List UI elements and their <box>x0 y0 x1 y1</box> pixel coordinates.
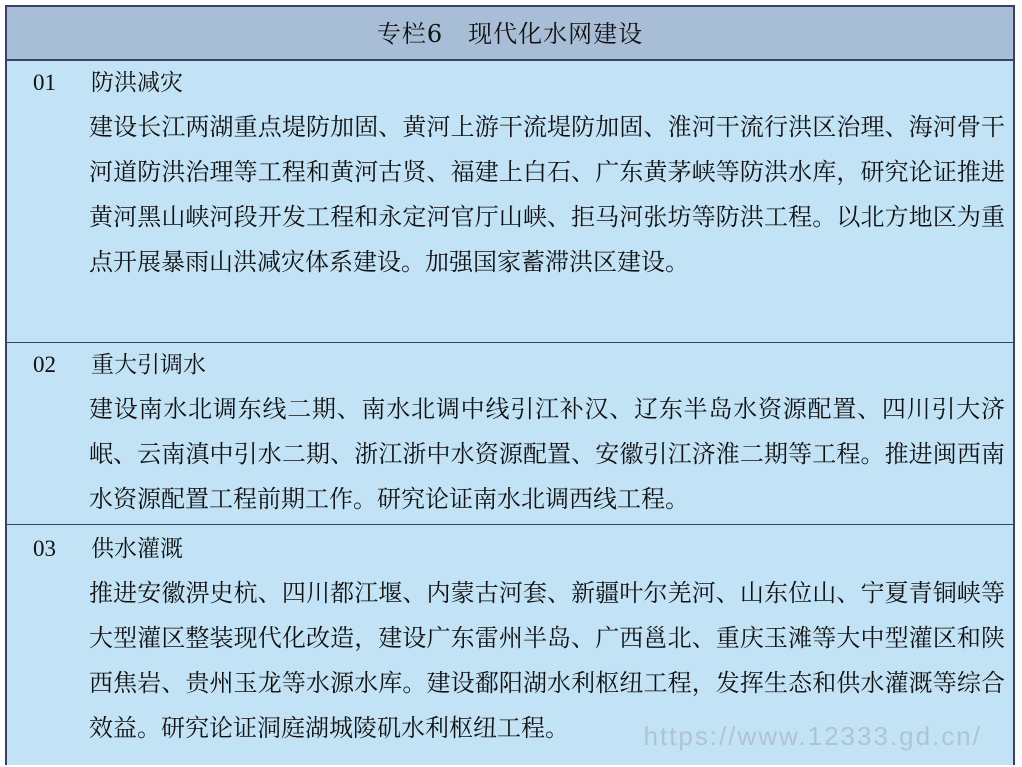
column-title: 专栏6 现代化水网建设 <box>7 7 1013 61</box>
section-body: 推进安徽淠史杭、四川都江堰、内蒙古河套、新疆叶尔羌河、山东位山、宁夏青铜峡等大型灌区整装现代化改造，建设广东雷州半岛、广西邕北、重庆玉滩等大中型灌区和陕西焦岩、贵州玉龙等水源水库。建设鄱阳湖水利枢纽工程，发挥生态和供水灌溉等综合效益。研究论证洞庭湖城陵矶水利枢纽工程。 <box>89 571 1005 751</box>
watermark-url: https://www.12333.gd.cn/ <box>643 721 982 752</box>
section-number: 02 <box>33 343 81 387</box>
column-box <box>5 5 1015 765</box>
section-number: 01 <box>33 61 81 105</box>
section-body: 建设南水北调东线二期、南水北调中线引江补汉、辽东半岛水资源配置、四川引大济岷、云南滇中引水二期、浙江浙中水资源配置、安徽引江济淮二期等工程。推进闽西南水资源配置工程前期工作。研究论证南水北调西线工程。 <box>89 387 1005 522</box>
section-water-diversion <box>7 343 1013 525</box>
section-heading <box>7 61 1013 105</box>
section-title: 防洪减灾 <box>91 61 183 105</box>
section-body: 建设长江两湖重点堤防加固、黄河上游干流堤防加固、淮河干流行洪区治理、海河骨干河道防洪治理等工程和黄河古贤、福建上白石、广东黄茅峡等防洪水库，研究论证推进黄河黑山峡河段开发工程和永定河官厅山峡、拒马河张坊等防洪工程。以北方地区为重点开展暴雨山洪减灾体系建设。加强国家蓄滞洪区建设。 <box>89 105 1005 285</box>
section-flood-control <box>7 61 1013 343</box>
section-number: 03 <box>33 527 81 571</box>
section-heading <box>7 343 1013 387</box>
section-title: 供水灌溉 <box>91 527 183 571</box>
section-heading <box>7 527 1013 571</box>
section-title: 重大引调水 <box>91 343 206 387</box>
